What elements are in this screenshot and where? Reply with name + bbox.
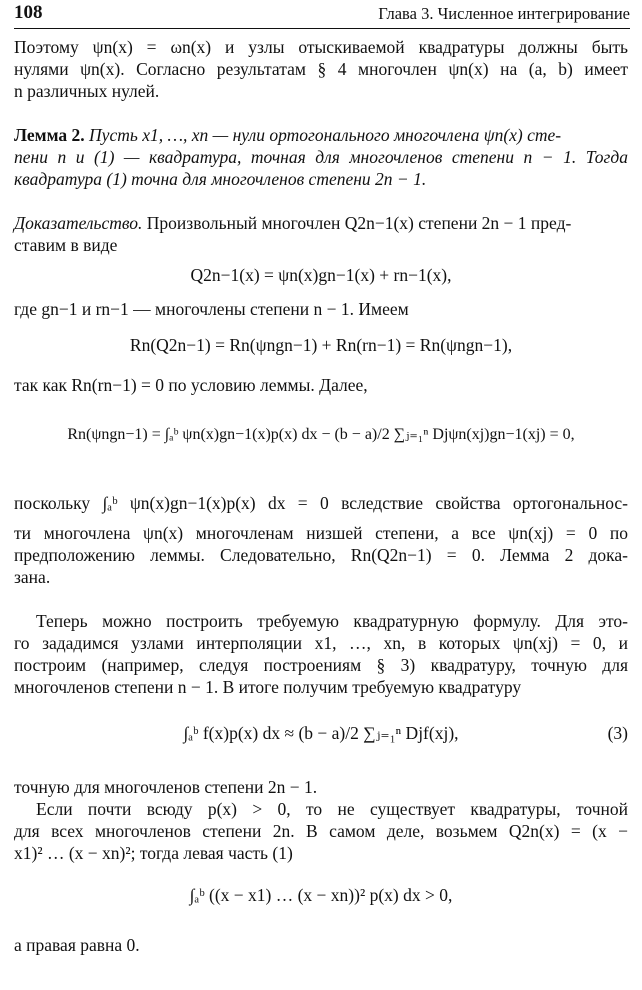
text-line: n различных нулей.	[14, 81, 160, 101]
text-line: зана.	[14, 567, 51, 587]
page-header	[14, 0, 630, 29]
page-number: 108	[14, 2, 43, 23]
proof-first-line	[14, 212, 628, 234]
chapter-title: Глава 3. Численное интегрирование	[378, 4, 630, 23]
text-line: где gn−1 и rn−1 — многочлены степени n − 1. Имеем	[14, 299, 409, 319]
text-line: го зададимся узлами интерполяции x1, …, xn, в которых ψn(xj) = 0, и	[14, 633, 628, 653]
lemma-text: пени n и (1) — квадратура, точная для многочленов степени n − 1. Тогда	[14, 147, 628, 167]
text-line: так как Rn(rn−1) = 0 по условию леммы. Далее,	[14, 375, 368, 395]
lemma-title: Лемма 2.	[14, 125, 85, 145]
lemma-text: квадратура (1) точна для многочленов степени 2n − 1.	[14, 169, 427, 189]
text-line: Теперь можно построить требуемую квадратурную формулу. Для это-	[36, 611, 628, 631]
formula-rn-psi: Rn(ψngn−1) = ∫ₐᵇ ψn(x)gn−1(x)p(x) dx − (b − a)/2 ∑ⱼ₌₁ⁿ Djψn(xj)gn−1(xj) = 0,	[67, 426, 575, 443]
lemma-text: Пусть x1, …, xn — нули ортогонального многочлена ψn(x) сте-	[89, 125, 562, 145]
equation-number: (3)	[607, 723, 628, 743]
text-line: ти многочлена ψn(x) многочленам низшей степени, а все ψn(xj) = 0 по	[14, 523, 628, 543]
proof-label: Доказательство.	[14, 213, 143, 233]
text-line: ставим в виде	[14, 235, 118, 255]
text-line: x1)² … (x − xn)²; тогда левая часть (1)	[14, 843, 293, 863]
text-line: поскольку ∫ₐᵇ ψn(x)gn−1(x)p(x) dx = 0 вследствие свойства ортогональнос-	[14, 493, 628, 513]
text-line: нулями ψn(x). Согласно результатам § 4 многочлен ψn(x) на (a, b) имеет	[14, 59, 628, 79]
text-line: для всех многочленов степени 2n. В самом деле, возьмем Q2n(x) = (x −	[14, 821, 628, 841]
text-line: многочленов степени n − 1. В итоге получим требуемую квадратуру	[14, 677, 522, 697]
text-line: Поэтому ψn(x) = ωn(x) и узлы отыскиваемой квадратуры должны быть	[14, 37, 628, 57]
text-line: а правая равна 0.	[14, 935, 140, 955]
text-line: Если почти всюду p(x) > 0, то не существует квадратуры, точной	[36, 799, 628, 819]
formula-rn: Rn(Q2n−1) = Rn(ψngn−1) + Rn(rn−1) = Rn(ψngn−1),	[129, 335, 513, 355]
formula-integral-positive: ∫ₐᵇ ((x − x1) … (x − xn))² p(x) dx > 0,	[189, 885, 453, 905]
lemma-first-line	[14, 124, 628, 146]
text-line: построим (например, следуя построениям § 3) квадратуру, точную для	[14, 655, 628, 675]
text-line: предположению леммы. Следовательно, Rn(Q2n−1) = 0. Лемма 2 дока-	[14, 545, 628, 565]
proof-text: Произвольный многочлен Q2n−1(x) степени 2n − 1 пред-	[146, 213, 572, 233]
formula-q2n: Q2n−1(x) = ψn(x)gn−1(x) + rn−1(x),	[190, 265, 452, 285]
text-line: точную для многочленов степени 2n − 1.	[14, 777, 318, 797]
formula-quadrature: ∫ₐᵇ f(x)p(x) dx ≈ (b − a)/2 ∑ⱼ₌₁ⁿ Djf(xj),	[183, 723, 459, 743]
